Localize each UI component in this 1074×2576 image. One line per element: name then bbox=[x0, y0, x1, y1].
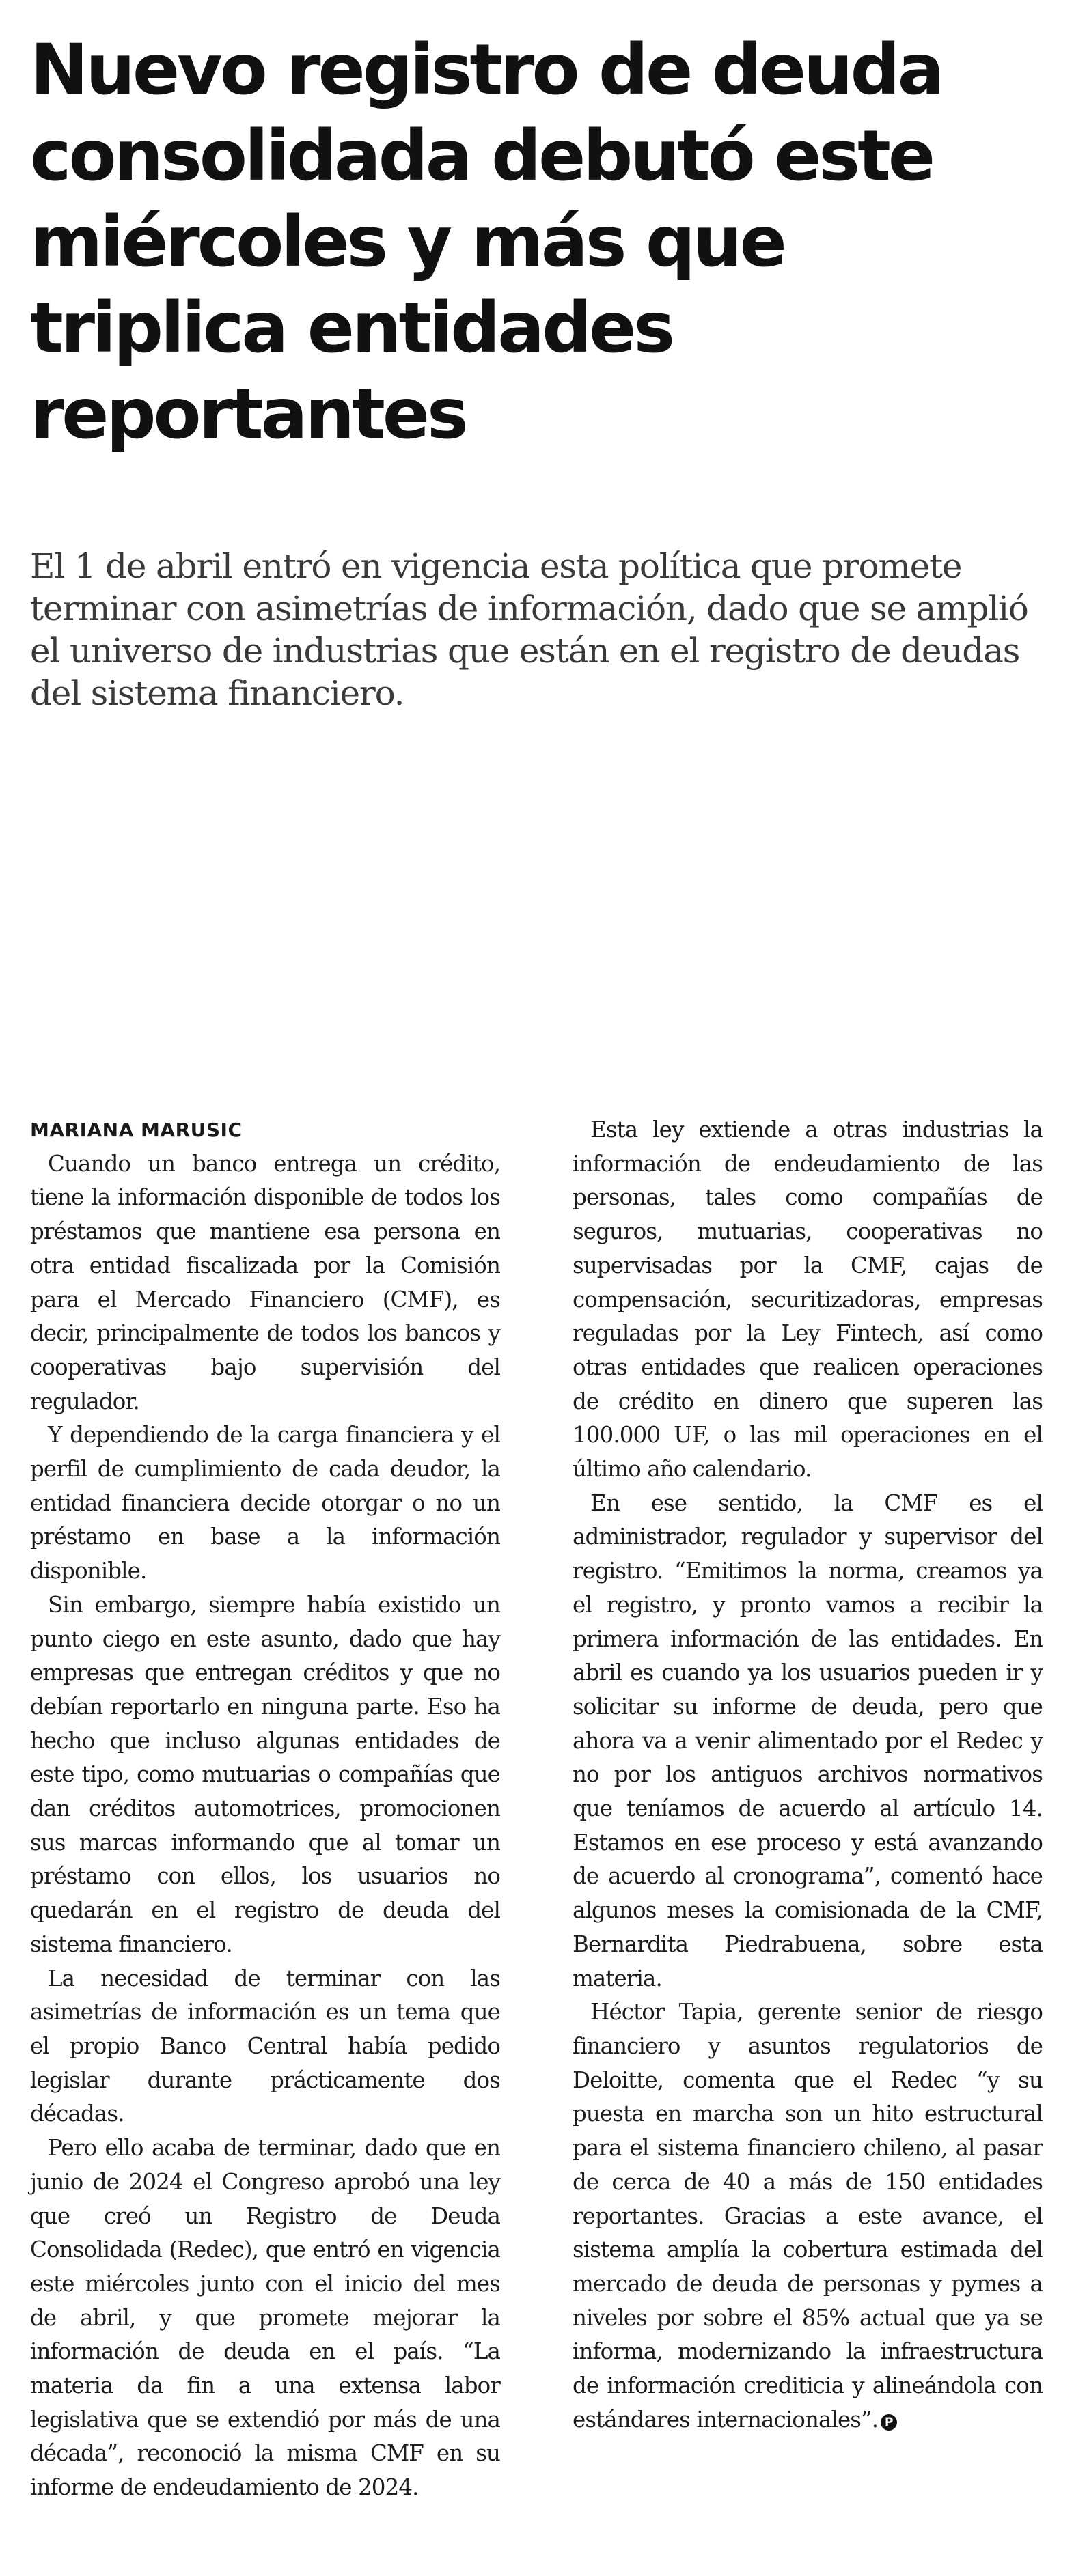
body-paragraph: Sin embargo, siempre había existido un punto ciego en este asunto, dado que hay empresas que entregan créditos y que no debían reportarlo en ninguna parte. Eso ha hecho que incluso algunas entidades de este tipo, como mutuarias o compañías que dan créditos automotrices, promocionen sus marcas informando que al tomar un préstamo con ellos, los usuarios no quedarán en el registro de deuda del sistema financiero. bbox=[30, 1591, 500, 1957]
author-byline: MARIANA MARUSIC bbox=[30, 1119, 243, 1141]
body-paragraph: Y dependiendo de la carga financiera y el perfil de cumplimiento de cada deudor, la entidad financiera decide otorgar o no un préstamo en base a la información disponible. bbox=[30, 1422, 500, 1584]
body-paragraph: Cuando un banco entrega un crédito, tiene la información disponible de todos los préstamos que mantiene esa persona en otra entidad fiscalizada por la Comisión para el Mercado Financiero (CMF), es decir, principalmente de todos los bancos y cooperativas bajo supervisión del regulador. bbox=[30, 1150, 500, 1414]
article-headline: Nuevo registro de deuda consolidada debutó este miércoles y más que triplica entidades reportantes bbox=[30, 29, 942, 455]
body-paragraph-last bbox=[573, 1996, 1043, 2437]
article-column-right bbox=[573, 1113, 1043, 2437]
end-of-article-icon: P bbox=[881, 2414, 897, 2431]
body-paragraph-text: Héctor Tapia, gerente senior de riesgo financiero y asuntos regulatorios de Deloitte, comenta que el Redec “y su puesta en marcha son un hito estructural para el sistema financiero chileno, al pasar de cerca de 40 a más de 150 entidades reportantes. Gracias a este avance, el sistema amplía la cobertura estimada del mercado de deuda de personas y pymes a niveles por sobre el 85% actual que ya se informa, modernizando la infraestructura de información crediticia y alineándola con estándares internacionales”. bbox=[573, 1999, 1043, 2433]
body-paragraph: En ese sentido, la CMF es el administrador, regulador y supervisor del registro. “Emitimos la norma, creamos ya el registro, y pronto vamos a recibir la primera información de las entidades. En abril es cuando ya los usuarios pueden ir y solicitar su informe de deuda, pero que ahora va a venir alimentado por el Redec y no por los antiguos archivos normativos que teníamos de acuerdo al artículo 14. Estamos en ese proceso y está avanzando de acuerdo al cronograma”, comentó hace algunos meses la comisionada de la CMF, Bernardita Piedrabuena, sobre esta materia. bbox=[573, 1489, 1043, 1991]
article-subtitle: El 1 de abril entró en vigencia esta política que promete terminar con asimetrías de información, dado que se amplió el universo de industrias que están en el registro de deudas del sistema financiero. bbox=[30, 546, 1028, 713]
body-paragraph: La necesidad de terminar con las asimetrías de información es un tema que el propio Banco Central había pedido legislar durante prácticamente dos décadas. bbox=[30, 1965, 500, 2127]
article-column-left bbox=[30, 1113, 500, 2505]
body-paragraph: Pero ello acaba de terminar, dado que en junio de 2024 el Congreso aprobó una ley que creó un Registro de Deuda Consolidada (Redec), que entró en vigencia este miércoles junto con el inicio del mes de abril, y que promete mejorar la información de deuda en el país. “La materia da fin a una extensa labor legislativa que se extendió por más de una década”, reconoció la misma CMF en su informe de endeudamiento de 2024. bbox=[30, 2135, 500, 2501]
body-paragraph: Esta ley extiende a otras industrias la información de endeudamiento de las personas, tales como compañías de seguros, mutuarias, cooperativas no supervisadas por la CMF, cajas de compensación, securitizadoras, empresas reguladas por la Ley Fintech, así como otras entidades que realicen operaciones de crédito en dinero que superen las 100.000 UF, o las mil operaciones en el último año calendario. bbox=[573, 1117, 1043, 1483]
